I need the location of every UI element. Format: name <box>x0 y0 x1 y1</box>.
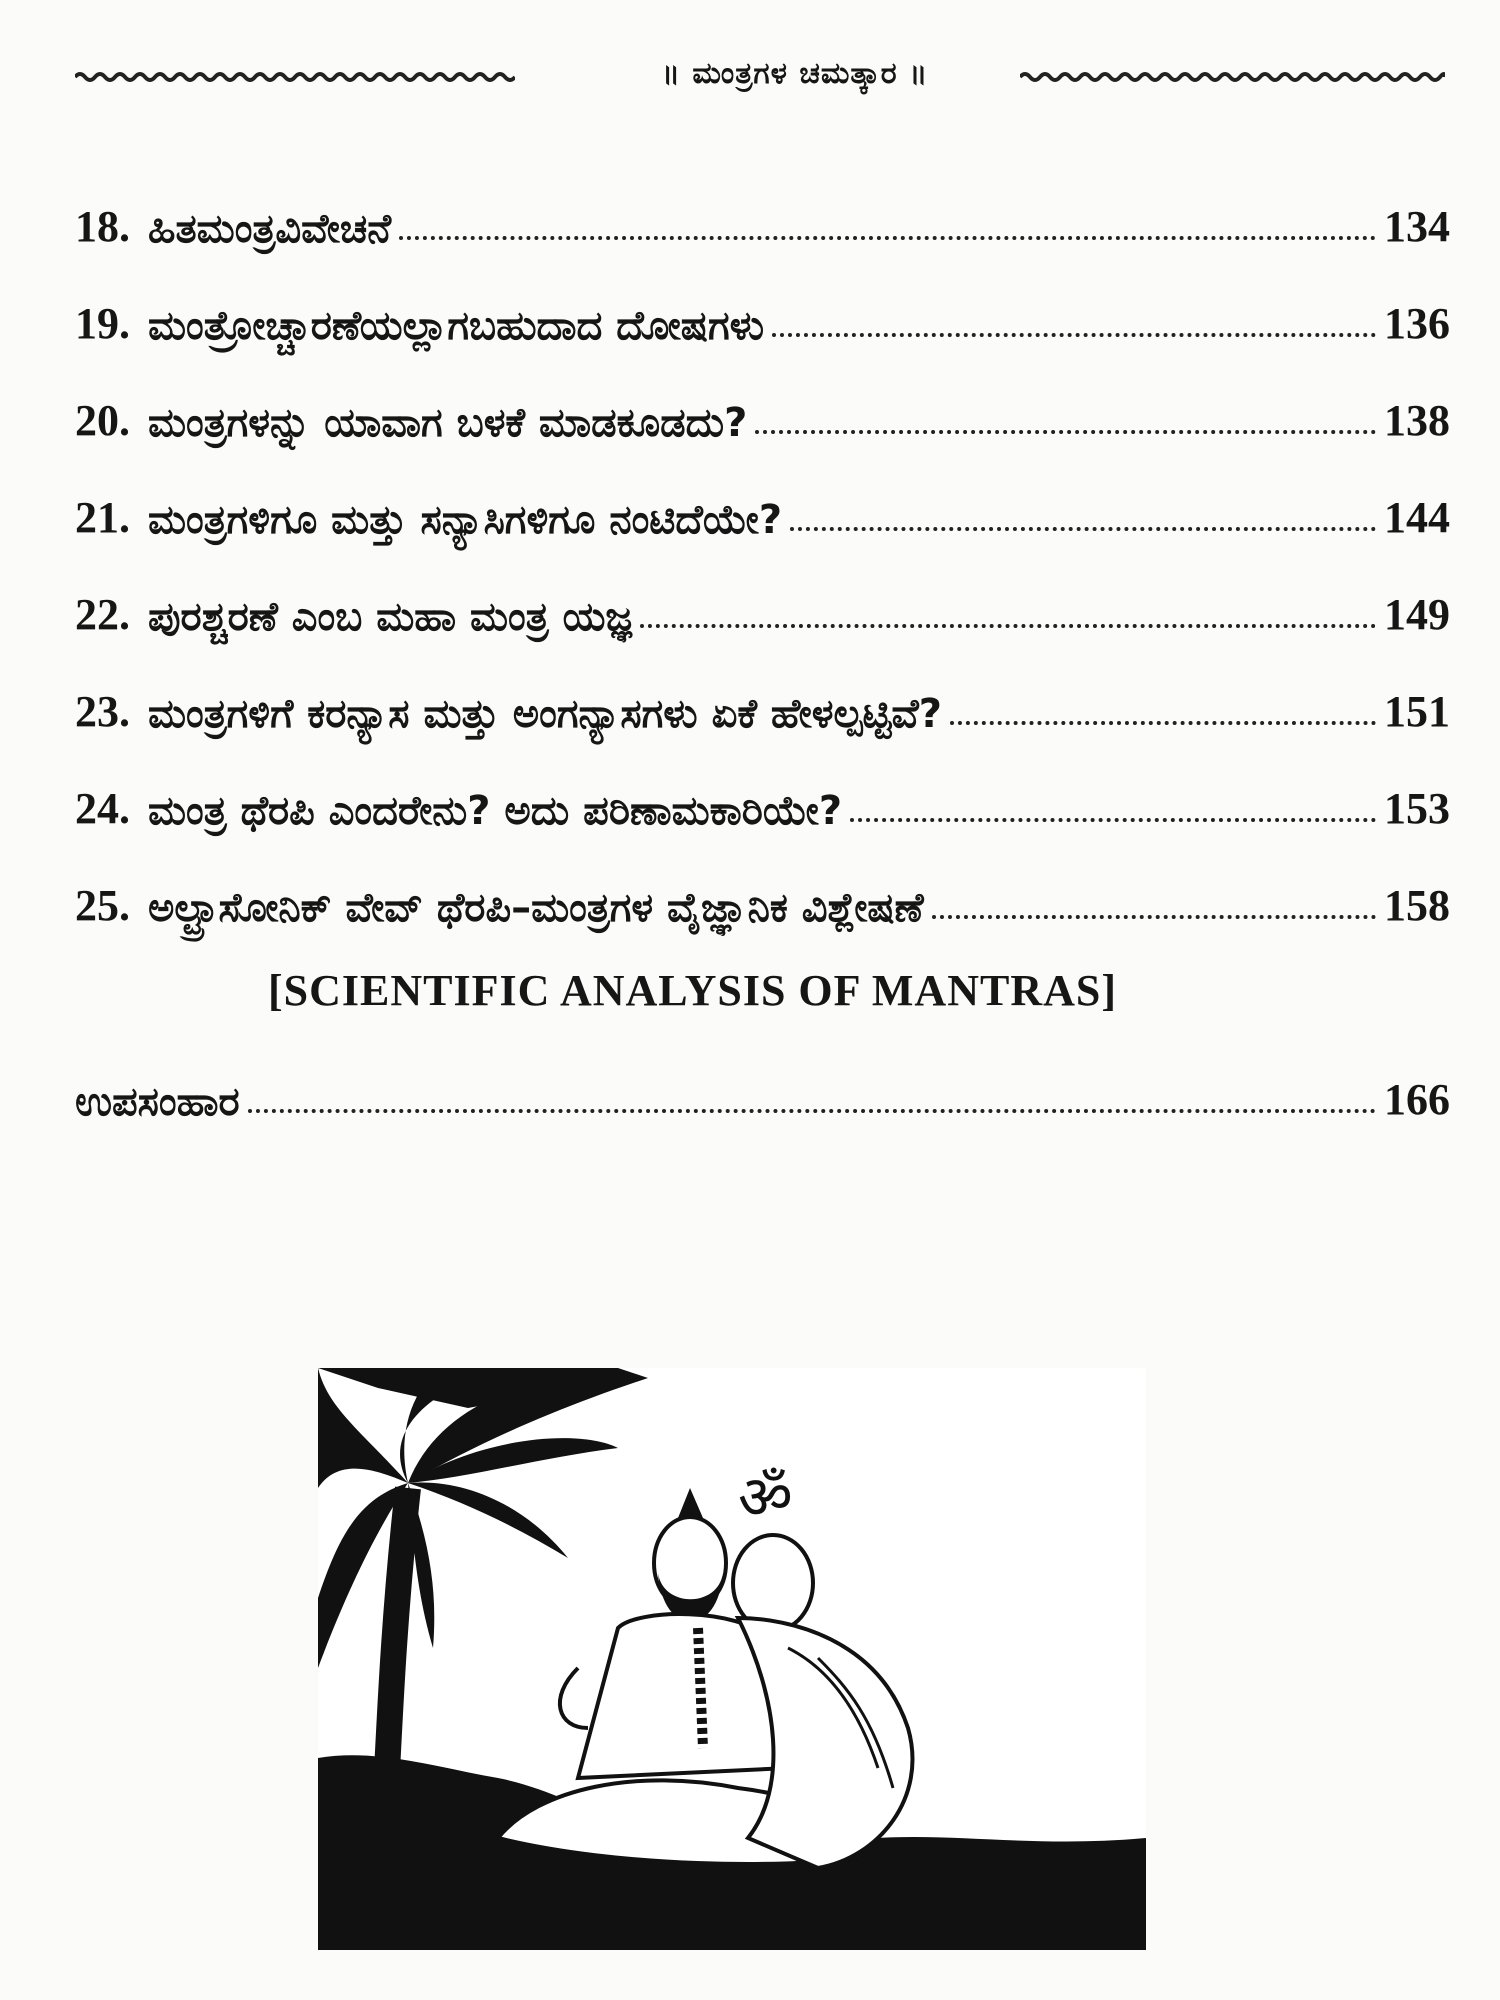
toc-entry-title: ಪುರಶ್ಚರಣೆ ಎಂಬ ಮಹಾ ಮಂತ್ರ ಯಜ್ಞ <box>148 594 633 640</box>
toc-entry-page: 158 <box>1384 881 1450 930</box>
dot-leader <box>850 818 1376 822</box>
om-symbol: ॐ <box>738 1463 793 1533</box>
dot-leader <box>640 624 1376 628</box>
toc-entry-18 <box>75 155 1450 252</box>
toc-entry-page: 166 <box>1384 1075 1450 1124</box>
toc-entry-title: ಹಿತಮಂತ್ರವಿವೇಚನೆ <box>148 206 392 252</box>
sage-and-disciple-illustration <box>318 1368 1146 1950</box>
toc-entry-number: 25. <box>75 881 130 930</box>
toc-entry-25 <box>75 834 1450 931</box>
dot-leader <box>399 236 1376 240</box>
dot-leader <box>950 721 1376 725</box>
toc-entry-title: ಮಂತ್ರಗಳಿಗೂ ಮತ್ತು ಸನ್ಯಾಸಿಗಳಿಗೂ ನಂಟಿದೆಯೇ? <box>148 497 783 543</box>
running-header-title: ॥ ಮಂತ್ರಗಳ ಚಮತ್ಕಾರ ॥ <box>661 56 929 91</box>
toc-entry-title: ಮಂತ್ರ ಥೆರಪಿ ಎಂದರೇನು? ಅದು ಪರಿಣಾಮಕಾರಿಯೇ? <box>148 788 843 834</box>
toc-entry-number: 24. <box>75 784 130 833</box>
toc-entry-number: 18. <box>75 202 130 251</box>
toc-entry-24 <box>75 737 1450 834</box>
toc-entry-title: ಮಂತ್ರೋಚ್ಚಾರಣೆಯಲ್ಲಾಗಬಹುದಾದ ದೋಷಗಳು <box>148 303 765 349</box>
dot-leader <box>790 527 1376 531</box>
toc-entry-page: 149 <box>1384 590 1450 639</box>
toc-entry-21 <box>75 446 1450 543</box>
toc-entry-number: 22. <box>75 590 130 639</box>
toc-entry-page: 134 <box>1384 202 1450 251</box>
dot-leader <box>248 1109 1376 1113</box>
toc-entry-title: ಮಂತ್ರಗಳಿಗೆ ಕರನ್ಯಾಸ ಮತ್ತು ಅಂಗನ್ಯಾಸಗಳು ಏಕೆ ಹೇಳಲ್ಪಟ್ಟಿವೆ? <box>148 691 942 737</box>
dot-leader <box>772 333 1376 337</box>
wavy-rule-left <box>75 68 515 86</box>
dot-leader <box>755 430 1376 434</box>
toc-entry-page: 144 <box>1384 493 1450 542</box>
toc-entry-title: ಅಲ್ಟ್ರಾಸೋನಿಕ್ ವೇವ್ ಥೆರಪಿ–ಮಂತ್ರಗಳ ವೈಜ್ಞಾನಿಕ ವಿಶ್ಲೇಷಣೆ <box>148 885 924 931</box>
toc-entry-epilogue <box>75 1028 1450 1125</box>
toc-entry-page: 153 <box>1384 784 1450 833</box>
toc-entry-title: ಮಂತ್ರಗಳನ್ನು ಯಾವಾಗ ಬಳಕೆ ಮಾಡಕೂಡದು? <box>148 400 748 446</box>
toc-entry-19 <box>75 252 1450 349</box>
toc-entry-title: ಉಪಸಂಹಾರ <box>75 1079 240 1125</box>
toc-entry-22 <box>75 543 1450 640</box>
toc-entry-23 <box>75 640 1450 737</box>
toc-entry-number: 23. <box>75 687 130 736</box>
running-header <box>75 48 1445 108</box>
toc-entry-number: 20. <box>75 396 130 445</box>
toc-entry-number: 19. <box>75 299 130 348</box>
toc-entry-page: 136 <box>1384 299 1450 348</box>
toc-entry-number: 21. <box>75 493 130 542</box>
toc-entry-20 <box>75 349 1450 446</box>
table-of-contents <box>75 155 1450 1125</box>
toc-entry-page: 151 <box>1384 687 1450 736</box>
wavy-rule-right <box>1020 68 1445 86</box>
toc-english-subtitle: [SCIENTIFIC ANALYSIS OF MANTRAS] <box>267 966 1117 1015</box>
toc-entry-page: 138 <box>1384 396 1450 445</box>
dot-leader <box>932 915 1376 919</box>
